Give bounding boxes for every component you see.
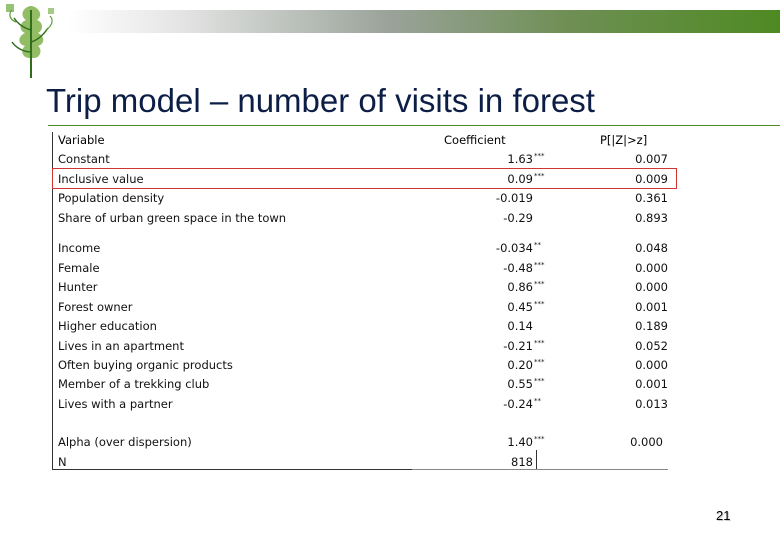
table-row-variable: Inclusive value xyxy=(58,172,144,186)
table-row-variable: Forest owner xyxy=(58,300,133,314)
coefficient-value: -0.034 xyxy=(495,241,533,255)
coefficient-value: 0.09 xyxy=(507,172,533,186)
table-row-coefficient xyxy=(503,339,548,353)
page-number: 21 xyxy=(716,508,731,523)
table-bottom-rule-right xyxy=(412,469,668,470)
header-coefficient: Coefficient xyxy=(444,133,506,147)
table-row-p-value: 0.000 xyxy=(630,435,663,449)
table-row-variable: Higher education xyxy=(58,319,157,333)
table-bottom-rule xyxy=(52,469,412,470)
coefficient-value: -0.019 xyxy=(495,191,533,205)
table-row-p-value: 0.013 xyxy=(635,397,668,411)
table-row-p-value: 0.000 xyxy=(635,280,668,294)
significance-stars: *** xyxy=(534,280,545,288)
table-row-coefficient xyxy=(496,241,548,255)
table-n-divider xyxy=(536,450,537,469)
coefficient-value: 1.40 xyxy=(507,435,533,449)
table-row-variable: Share of urban green space in the town xyxy=(58,211,287,225)
table-row-variable: Member of a trekking club xyxy=(58,377,210,391)
table-row-variable: Hunter xyxy=(58,280,98,294)
table-row-variable: Often buying organic products xyxy=(58,358,233,372)
table-row-variable: N xyxy=(58,455,67,469)
significance-stars: *** xyxy=(534,261,545,269)
coefficient-value: 0.86 xyxy=(507,280,533,294)
header-variable: Variable xyxy=(58,133,105,147)
table-row-p-value: 0.009 xyxy=(635,172,668,186)
table-row-coefficient xyxy=(503,261,548,275)
coefficient-value: 0.55 xyxy=(507,377,533,391)
significance-stars: *** xyxy=(534,435,545,443)
significance-stars: *** xyxy=(534,339,545,347)
significance-stars: *** xyxy=(534,172,545,180)
table-row-coefficient xyxy=(496,191,548,205)
table-row-variable: Population density xyxy=(58,191,165,205)
table-row-p-value: 0.893 xyxy=(635,211,668,225)
table-row-variable: Alpha (over dispersion) xyxy=(58,435,192,449)
significance-stars: *** xyxy=(534,377,545,385)
significance-stars: ** xyxy=(534,241,541,249)
slide-title: Trip model – number of visits in forest xyxy=(46,82,595,119)
table-row-p-value: 0.189 xyxy=(635,319,668,333)
table-row-variable: Female xyxy=(58,261,100,275)
coefficient-value: -0.24 xyxy=(503,397,533,411)
significance-stars: *** xyxy=(534,358,545,366)
coefficient-value: 1.63 xyxy=(507,152,533,166)
table-row-variable: Lives with a partner xyxy=(58,397,173,411)
coefficient-value: -0.48 xyxy=(503,261,533,275)
significance-stars: *** xyxy=(534,152,545,160)
table-row-coefficient xyxy=(507,152,548,166)
table-row-variable: Lives in an apartment xyxy=(58,339,184,353)
table-row-p-value: 0.001 xyxy=(635,300,668,314)
table-row-p-value: 0.000 xyxy=(635,261,668,275)
table-row-variable: Income xyxy=(58,241,101,255)
table-row-variable: Constant xyxy=(58,152,110,166)
header-p-value: P[|Z|>z] xyxy=(600,133,648,147)
table-row-coefficient xyxy=(503,397,548,411)
table-row-coefficient xyxy=(507,300,548,314)
table-row-coefficient xyxy=(507,435,548,449)
table-row-coefficient xyxy=(507,358,548,372)
significance-stars: *** xyxy=(534,300,545,308)
coefficient-value: 0.20 xyxy=(507,358,533,372)
table-row-coefficient xyxy=(511,455,548,469)
coefficient-value: 0.14 xyxy=(507,319,533,333)
table-row-coefficient xyxy=(507,319,548,333)
significance-stars: ** xyxy=(534,397,541,405)
coefficient-value: -0.21 xyxy=(503,339,533,353)
table-row-coefficient xyxy=(507,172,548,186)
table-row-p-value: 0.048 xyxy=(635,241,668,255)
coefficient-value: 0.45 xyxy=(507,300,533,314)
table-row-p-value: 0.001 xyxy=(635,377,668,391)
table-row-coefficient xyxy=(507,377,548,391)
table-row-p-value: 0.007 xyxy=(635,152,668,166)
table-row-p-value: 0.361 xyxy=(635,191,668,205)
coefficient-value: 818 xyxy=(511,455,533,469)
table-row-p-value: 0.000 xyxy=(635,358,668,372)
coefficient-value: -0.29 xyxy=(503,211,533,225)
table-row-coefficient xyxy=(507,280,548,294)
table-row-coefficient xyxy=(503,211,548,225)
table-row-p-value: 0.052 xyxy=(635,339,668,353)
